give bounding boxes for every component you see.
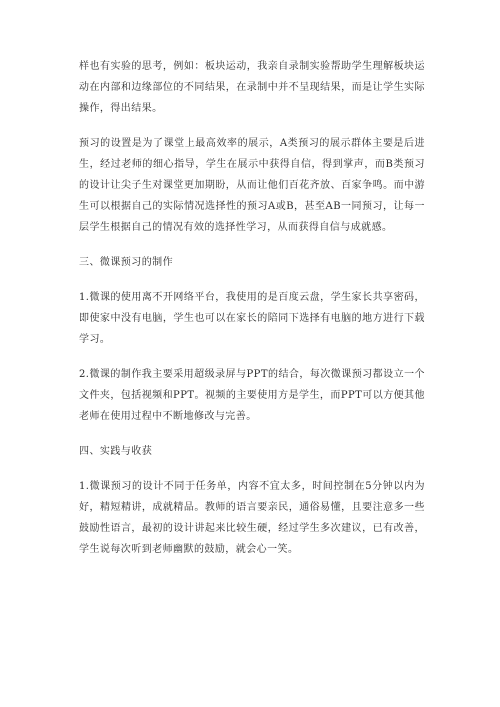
paragraph-screen-recording-ppt: 2.微课的制作我主要采用超级录屏与PPT的结合，每次微课预习都设立一个文件夹，包括视频和PPT。视频的主要使用方是学生，而PPT可以方便其他老师在使用过程中不断地修改与完善。 — [79, 369, 426, 422]
paragraph-preview-setup: 预习的设置是为了课堂上最高效率的展示，A类预习的展示群体主要是后进生，经过老师的细心指导，学生在展示中获得自信，得到掌声，而B类预习的设计让尖子生对课堂更加期盼，从而让他们百花齐放、百家争鸣。而中游生可以根据自己的实际情况选择性的预习A或B，甚至AB一同预习，让每一层学生根据自己的情况有效的选择性学习，从而获得自信与成就感。 — [79, 138, 425, 233]
paragraph-network-platform: 1.微课的使用离不开网络平台，我使用的是百度云盘，学生家长共享密码，即使家中没有电脑，学生也可以在家长的陪同下选择有电脑的地方进行下载学习。 — [79, 292, 425, 345]
section-heading-micro-lesson-production: 三、微课预习的制作 — [79, 257, 174, 268]
document-body — [79, 56, 425, 574]
paragraph-plate-tectonics-experiment: 样也有实验的思考，例如：板块运动，我亲自录制实验帮助学生理解板块运动在内部和边缘部位的不同结果，在录制中并不呈现结果，而是让学生实际操作，得出结果。 — [79, 61, 425, 114]
paragraph-design-principles: 1.微课预习的设计不同于任务单，内容不宜太多，时间控制在5分钟以内为好，精短精讲，成就精品。教师的语言要亲民，通俗易懂，且要注意多一些鼓励性语言，最初的设计讲起来比较生硬，经过学生多次建议，已有改善，学生说每次听到老师幽默的鼓励，就会心一笑。 — [79, 481, 425, 555]
section-heading-practice-and-gains: 四、实践与收获 — [79, 446, 153, 457]
